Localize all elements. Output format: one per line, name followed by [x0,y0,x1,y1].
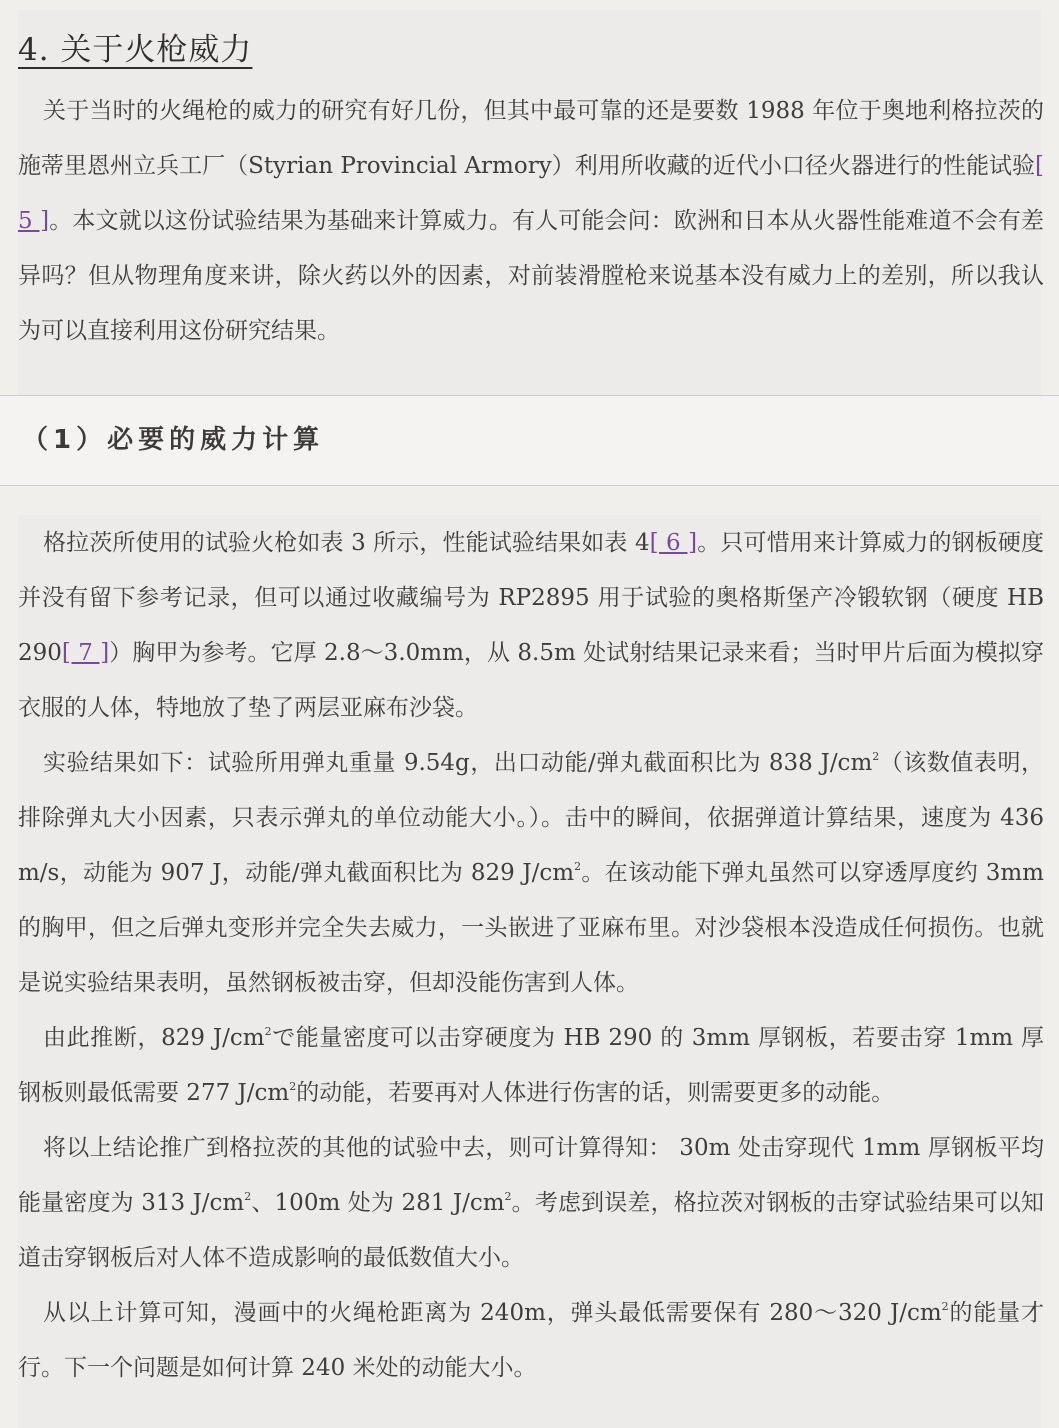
paragraph-5 [18,1286,1044,1396]
superscript-2: 2 [941,1300,949,1313]
superscript-2: 2 [504,1190,512,1203]
paragraph-4 [18,1121,1044,1286]
superscript-2: 2 [574,860,582,873]
paragraph-3-text-b: で能量密度可以击穿硬度为 HB 290 的 3mm 厚钢板，若要击穿 1mm 厚钢板则最低需要 277 J/cm [18,1025,1044,1106]
paragraph-1-text-b: 。只可惜用来计算威力的钢板硬度并没有留下参考记录，但可以通过收藏编号为 RP2895 用于试验的奥格斯堡产冷锻软钢（硬度 HB 290 [18,530,1045,666]
paragraph-5-text-b: 的能量才行。下一个问题是如何计算 240 米处的动能大小。 [18,1300,1044,1381]
intro-paragraph [18,84,1044,359]
paragraph-1 [18,516,1044,736]
paragraph-3-text-c: 的动能，若要再对人体进行伤害的话，则需要更多的动能。 [296,1080,895,1106]
paragraph-5-text-a: 从以上计算可知，漫画中的火绳枪距离为 240m，弹头最低需要保有 280～320 J/cm [43,1300,942,1326]
intro-text-2: 。本文就以这份试验结果为基础来计算威力。有人可能会问：欧洲和日本从火器性能难道不会有差异吗？但从物理角度来讲，除火药以外的因素，对前装滑膛枪来说基本没有威力上的差别，所以我认为可以直接利用这份研究结果。 [18,208,1045,344]
paragraph-2-text-b: （该数值表明，排除弹丸大小因素，只表示弹丸的单位动能大小。）。击中的瞬间，依据弹道计算结果，速度为 436 m/s，动能为 907 J，动能/弹丸截面积比为 829 J/cm [18,750,1045,886]
superscript-2: 2 [264,1025,272,1038]
divider-top [0,395,1059,396]
footnote-ref-6[interactable]: [ 6 ] [649,530,698,556]
paragraph-4-text-c: 。考虑到误差，格拉茨对钢板的击穿试验结果可以知道击穿钢板后对人体不造成影响的最低数值大小。 [18,1190,1045,1271]
subsection-heading: （1）必要的威力计算 [22,425,325,455]
section-heading: 4. 关于火枪威力 [18,32,253,68]
superscript-2: 2 [289,1080,297,1093]
paragraph-1-text-a: 格拉茨所使用的试验火枪如表 3 所示，性能试验结果如表 4 [43,530,650,556]
superscript-2: 2 [244,1190,252,1203]
paragraph-1-text-c: ）胸甲为参考。它厚 2.8～3.0mm，从 8.5m 处试射结果记录来看；当时甲片后面为模拟穿衣服的人体，特地放了垫了两层亚麻布沙袋。 [18,640,1044,721]
paragraph-3 [18,1011,1044,1121]
paragraph-2 [18,736,1044,1011]
paragraph-4-text-a: 将以上结论推广到格拉茨的其他的试验中去，则可计算得知： 30m 处击穿现代 1mm 厚钢板平均能量密度为 313 J/cm [18,1135,1044,1216]
paragraph-4-text-b: 、100m 处为 281 J/cm [251,1190,505,1216]
intro-text-1: 关于当时的火绳枪的威力的研究有好几份，但其中最可靠的还是要数 1988 年位于奥地利格拉茨的施蒂里恩州立兵工厂（Styrian Provincial Armory）利用所收藏的近代小口径火器进行的性能试验 [18,98,1044,179]
paragraph-2-text-a: 实验结果如下：试验所用弹丸重量 9.54g，出口动能/弹丸截面积比为 838 J/cm [43,750,873,776]
paragraph-2-text-c: 。在该动能下弹丸虽然可以穿透厚度约 3mm 的胸甲，但之后弹丸变形并完全失去威力，一头嵌进了亚麻布里。对沙袋根本没造成任何损伤。也就是说实验结果表明，虽然钢板被击穿，但却没能伤害到人体。 [18,860,1044,996]
divider-bottom [0,485,1059,486]
footnote-ref-7[interactable]: [ 7 ] [61,640,110,666]
paragraph-3-text-a: 由此推断，829 J/cm [43,1025,265,1051]
footnote-ref-5[interactable]: [ 5 ] [18,153,1044,234]
superscript-2: 2 [872,750,880,763]
